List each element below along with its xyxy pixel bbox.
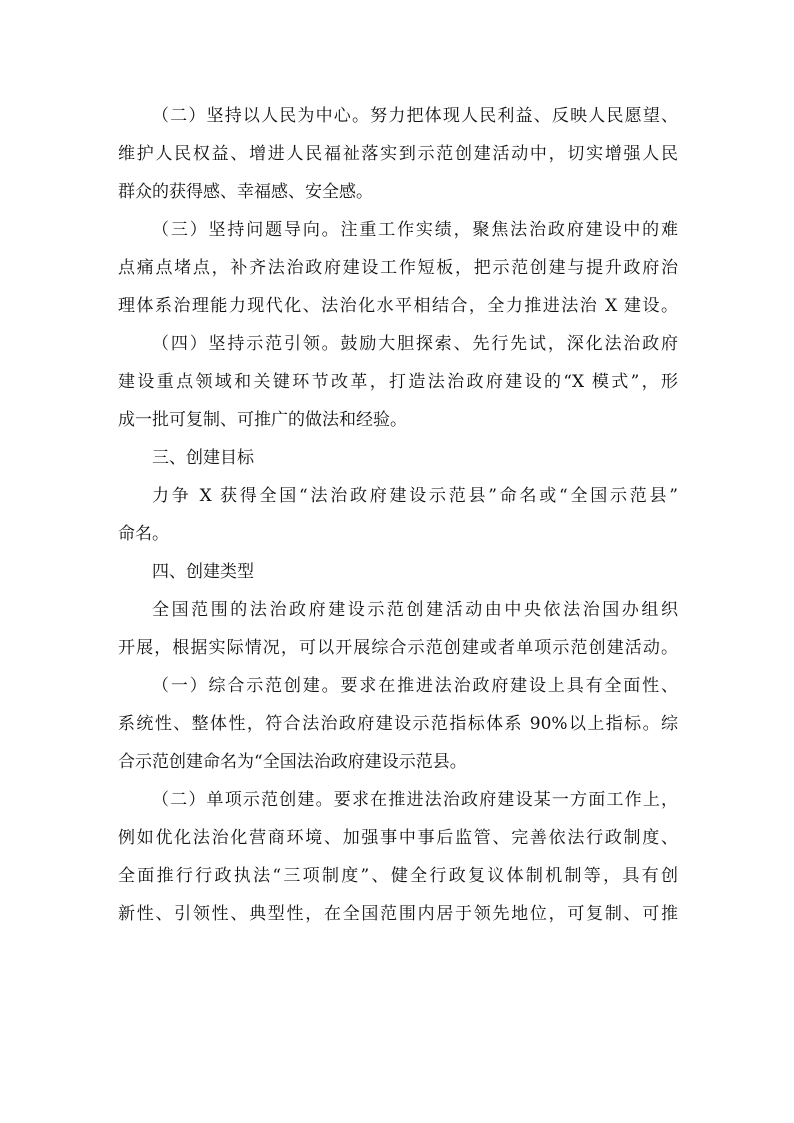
paragraph-line: （三）坚持问题导向。注重工作实绩，聚焦法治政府建设中的难 [152, 220, 678, 240]
paragraph-line: 开展，根据实际情况，可以开展综合示范创建或者单项示范创建活动。 [118, 638, 678, 658]
paragraph-line: 新性、引领性、典型性，在全国范围内居于领先地位，可复制、可推 [118, 904, 678, 924]
paragraph-line: 点痛点堵点，补齐法治政府建设工作短板，把示范创建与提升政府治 [118, 258, 678, 278]
paragraph-line: （二）坚持以人民为中心。努力把体现人民利益、反映人民愿望、 [152, 106, 678, 126]
section-heading: 三、创建目标 [152, 448, 254, 468]
paragraph-line: 建设重点领域和关键环节改革，打造法治政府建设的“X 模式”，形 [118, 372, 678, 392]
paragraph-line: 合示范创建命名为“全国法治政府建设示范县。 [118, 752, 467, 772]
paragraph-line: 群众的获得感、幸福感、安全感。 [118, 182, 373, 202]
paragraph-line: （一）综合示范创建。要求在推进法治政府建设上具有全面性、 [152, 676, 678, 696]
document-body [118, 97, 678, 933]
paragraph-line: 成一批可复制、可推广的做法和经验。 [118, 410, 407, 430]
section-heading: 四、创建类型 [152, 562, 254, 582]
paragraph-line: 力争 X 获得全国“法治政府建设示范县”命名或“全国示范县” [152, 486, 678, 506]
paragraph-line: 命名。 [118, 524, 169, 544]
paragraph-line: 全国范围的法治政府建设示范创建活动由中央依法治国办组织 [152, 600, 678, 620]
paragraph-line: （四）坚持示范引领。鼓励大胆探索、先行先试，深化法治政府 [152, 334, 678, 354]
paragraph-line: 维护人民权益、增进人民福祉落实到示范创建活动中，切实增强人民 [118, 144, 678, 164]
paragraph-line: 理体系治理能力现代化、法治化水平相结合，全力推进法治 X 建设。 [118, 296, 678, 316]
paragraph-line: 系统性、整体性，符合法治政府建设示范指标体系 90%以上指标。综 [118, 714, 678, 734]
paragraph-line: （二）单项示范创建。要求在推进法治政府建设某一方面工作上， [152, 790, 678, 810]
paragraph-line: 例如优化法治化营商环境、加强事中事后监管、完善依法行政制度、 [118, 828, 678, 848]
paragraph-line: 全面推行行政执法“三项制度”、健全行政复议体制机制等，具有创 [118, 866, 678, 886]
